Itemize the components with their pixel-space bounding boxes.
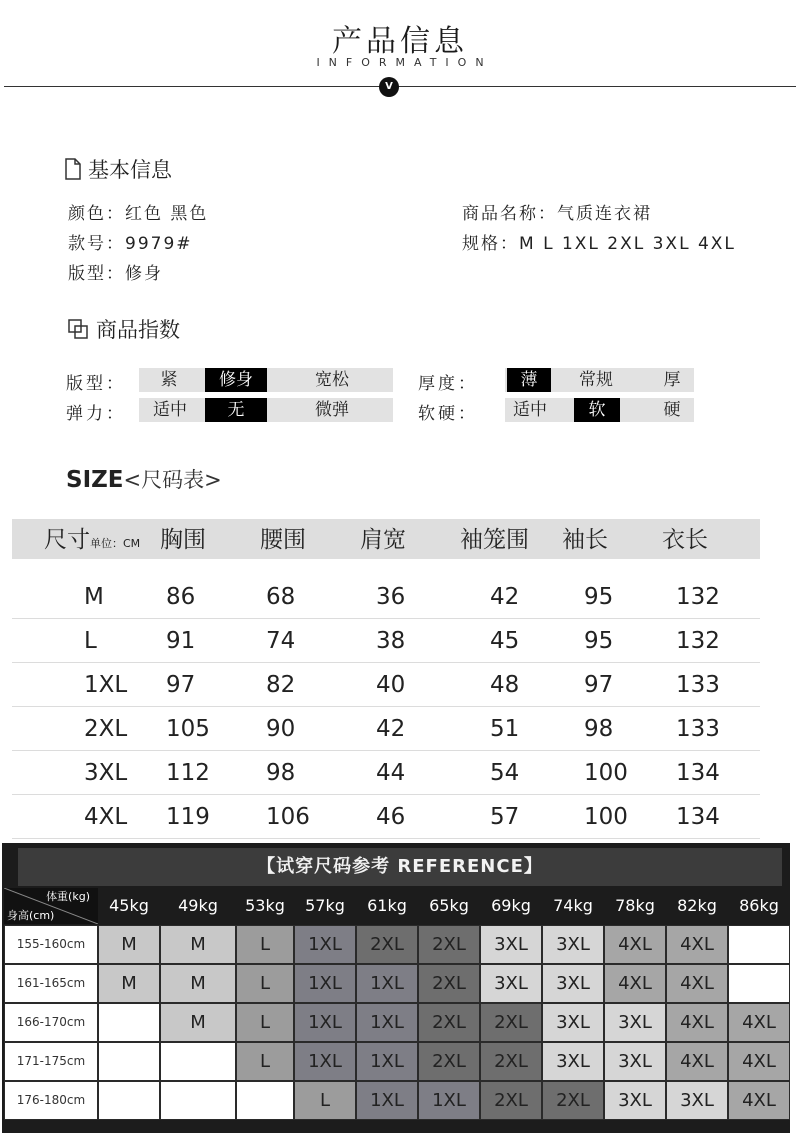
size-value-cell: 38 [376,628,406,654]
size-value-cell: 132 [676,584,720,610]
reference-size-cell: 1XL [356,1003,418,1042]
index-label-softness: 软硬： [418,404,478,424]
reference-size-cell: 4XL [666,1042,728,1081]
reference-size-cell [236,1081,294,1120]
index-option: 硬 [663,400,681,420]
reference-size-cell: 2XL [418,964,480,1003]
index-option: 厚 [663,370,681,390]
reference-size-cell: 3XL [542,1042,604,1081]
size-label-cell: L [84,628,97,654]
product-index-heading-text: 商品指数 [96,318,180,342]
size-header-first [44,519,140,559]
reference-size-cell: 4XL [666,964,728,1003]
size-value-cell: 100 [584,804,628,830]
size-header-col: 肩宽 [360,527,406,553]
reference-size-cell: 1XL [294,925,356,964]
reference-size-cell: M [160,925,236,964]
size-value-cell: 48 [490,672,520,698]
size-chart-heading [66,464,222,494]
reference-size-cell: 2XL [480,1042,542,1081]
size-header-col: 袖长 [562,527,608,553]
size-header-col: 袖笼围 [460,527,529,553]
size-label-cell: M [84,584,104,610]
index-option: 微弹 [315,400,349,420]
size-table-row [12,795,760,839]
info-spec: 规格：M L 1XL 2XL 3XL 4XL [462,234,736,254]
reference-size-cell: 2XL [418,1042,480,1081]
index-option-selected: 无 [205,398,267,422]
reference-size-cell: L [236,964,294,1003]
reference-size-cell: 2XL [542,1081,604,1120]
size-table-row [12,575,760,619]
reference-size-cell: 3XL [542,1003,604,1042]
size-value-cell: 45 [490,628,520,654]
size-value-cell: 51 [490,716,520,742]
reference-size-cell: 1XL [294,1042,356,1081]
size-value-cell: 134 [676,804,720,830]
size-value-cell: 74 [266,628,296,654]
index-squares-icon [68,319,90,339]
size-value-cell: 42 [490,584,520,610]
reference-size-cell: 1XL [356,1081,418,1120]
size-value-cell: 98 [584,716,614,742]
reference-size-cell: 4XL [728,1003,790,1042]
reference-size-cell: 4XL [666,925,728,964]
document-icon [64,158,82,180]
size-value-cell: 134 [676,760,720,786]
reference-weight-cell: 74kg [553,896,593,915]
index-option-selected: 薄 [507,368,551,392]
reference-height-cell: 155-160cm [4,925,98,964]
reference-size-cell: L [294,1081,356,1120]
reference-size-cell: 4XL [604,925,666,964]
size-header-first-text: 尺寸 [44,527,90,553]
reference-size-cell [160,1042,236,1081]
basic-info-heading-text: 基本信息 [88,158,172,182]
size-value-cell: 57 [490,804,520,830]
index-option: 适中 [153,400,187,420]
index-option: 宽松 [315,370,349,390]
reference-size-cell [98,1042,160,1081]
size-value-cell: 54 [490,760,520,786]
reference-height-cell: 166-170cm [4,1003,98,1042]
reference-weight-cell: 65kg [429,896,469,915]
size-value-cell: 132 [676,628,720,654]
chevron-badge-icon: V [379,77,399,97]
reference-weight-cell: 57kg [305,896,345,915]
reference-size-cell: 3XL [542,964,604,1003]
reference-corner-header [4,888,98,924]
size-label-cell: 1XL [84,672,128,698]
header-divider [4,86,796,87]
reference-size-cell: 4XL [604,964,666,1003]
reference-size-cell [160,1081,236,1120]
info-color: 颜色：红色 黑色 [68,204,209,224]
size-value-cell: 97 [584,672,614,698]
reference-size-cell: 2XL [418,925,480,964]
reference-title: 【试穿尺码参考 REFERENCE】 [18,848,782,886]
reference-weight-cell: 45kg [109,896,149,915]
reference-size-cell: M [98,925,160,964]
reference-size-cell: 1XL [418,1081,480,1120]
reference-size-cell [728,964,790,1003]
basic-info-heading [64,154,172,184]
reference-size-cell: 4XL [728,1042,790,1081]
reference-size-cell: L [236,1042,294,1081]
reference-size-cell: L [236,925,294,964]
reference-weight-cell: 69kg [491,896,531,915]
reference-size-cell: 3XL [604,1081,666,1120]
size-table-row [12,707,760,751]
index-option: 紧 [160,370,178,390]
size-value-cell: 95 [584,628,614,654]
size-label-cell: 3XL [84,760,128,786]
reference-weight-cell: 53kg [245,896,285,915]
reference-weight-cell: 78kg [615,896,655,915]
size-table-row [12,619,760,663]
index-label-elasticity: 弹力： [66,404,126,424]
index-option-selected: 修身 [205,368,267,392]
size-label-cell: 4XL [84,804,128,830]
reference-size-cell: 4XL [666,1003,728,1042]
reference-size-cell: 2XL [480,1003,542,1042]
info-product-name: 商品名称：气质连衣裙 [462,204,652,224]
size-value-cell: 105 [166,716,210,742]
reference-size-cell [728,925,790,964]
size-value-cell: 82 [266,672,296,698]
size-value-cell: 91 [166,628,196,654]
reference-size-cell: 2XL [418,1003,480,1042]
reference-weight-label: 体重(kg) [46,890,90,903]
info-fit: 版型：修身 [68,264,163,284]
reference-size-cell: 3XL [480,964,542,1003]
size-heading-main: SIZE [66,467,124,493]
size-value-cell: 106 [266,804,310,830]
size-value-cell: 42 [376,716,406,742]
size-value-cell: 133 [676,716,720,742]
size-table-row [12,751,760,795]
size-value-cell: 44 [376,760,406,786]
reference-size-cell: M [98,964,160,1003]
reference-size-cell: 2XL [356,925,418,964]
reference-size-cell: 3XL [604,1003,666,1042]
reference-size-cell: 2XL [480,1081,542,1120]
reference-height-cell: 176-180cm [4,1081,98,1120]
reference-size-cell: M [160,964,236,1003]
size-header-col: 腰围 [260,527,306,553]
size-header-unit: 单位：CM [90,537,141,550]
page-subtitle: INFORMATION [316,56,493,69]
size-value-cell: 40 [376,672,406,698]
size-value-cell: 98 [266,760,296,786]
index-label-fit: 版型： [66,374,126,394]
size-value-cell: 97 [166,672,196,698]
size-value-cell: 36 [376,584,406,610]
reference-height-cell: 171-175cm [4,1042,98,1081]
reference-weight-cell: 49kg [178,896,218,915]
size-label-cell: 2XL [84,716,128,742]
reference-size-cell: 1XL [356,1042,418,1081]
reference-size-cell: 4XL [728,1081,790,1120]
reference-size-cell: 1XL [294,964,356,1003]
reference-weight-cell: 86kg [739,896,779,915]
info-style-no: 款号：9979# [68,234,193,254]
size-value-cell: 119 [166,804,210,830]
size-value-cell: 86 [166,584,196,610]
size-value-cell: 95 [584,584,614,610]
size-heading-sub: <尺码表> [123,468,222,492]
reference-size-cell: 1XL [356,964,418,1003]
reference-size-cell [98,1003,160,1042]
reference-weight-cell: 82kg [677,896,717,915]
page-title: 产品信息 [332,24,468,59]
reference-weight-cell: 61kg [367,896,407,915]
size-table-header [12,519,760,559]
size-table-row [12,663,760,707]
reference-size-cell: 3XL [604,1042,666,1081]
reference-size-cell: L [236,1003,294,1042]
product-index-heading [68,314,180,344]
index-option: 适中 [513,400,547,420]
size-value-cell: 133 [676,672,720,698]
reference-size-cell: 3XL [480,925,542,964]
index-option: 常规 [579,370,613,390]
size-value-cell: 90 [266,716,296,742]
index-label-thickness: 厚度： [418,374,478,394]
size-value-cell: 112 [166,760,210,786]
size-header-col: 胸围 [160,527,206,553]
reference-size-cell: M [160,1003,236,1042]
index-option-selected: 软 [574,398,620,422]
reference-size-cell: 3XL [666,1081,728,1120]
page-header [0,0,800,110]
reference-height-label: 身高(cm) [7,909,55,922]
size-value-cell: 46 [376,804,406,830]
reference-size-cell: 3XL [542,925,604,964]
reference-height-cell: 161-165cm [4,964,98,1003]
reference-size-cell [98,1081,160,1120]
size-value-cell: 100 [584,760,628,786]
reference-size-cell: 1XL [294,1003,356,1042]
size-header-col: 衣长 [662,527,708,553]
size-value-cell: 68 [266,584,296,610]
